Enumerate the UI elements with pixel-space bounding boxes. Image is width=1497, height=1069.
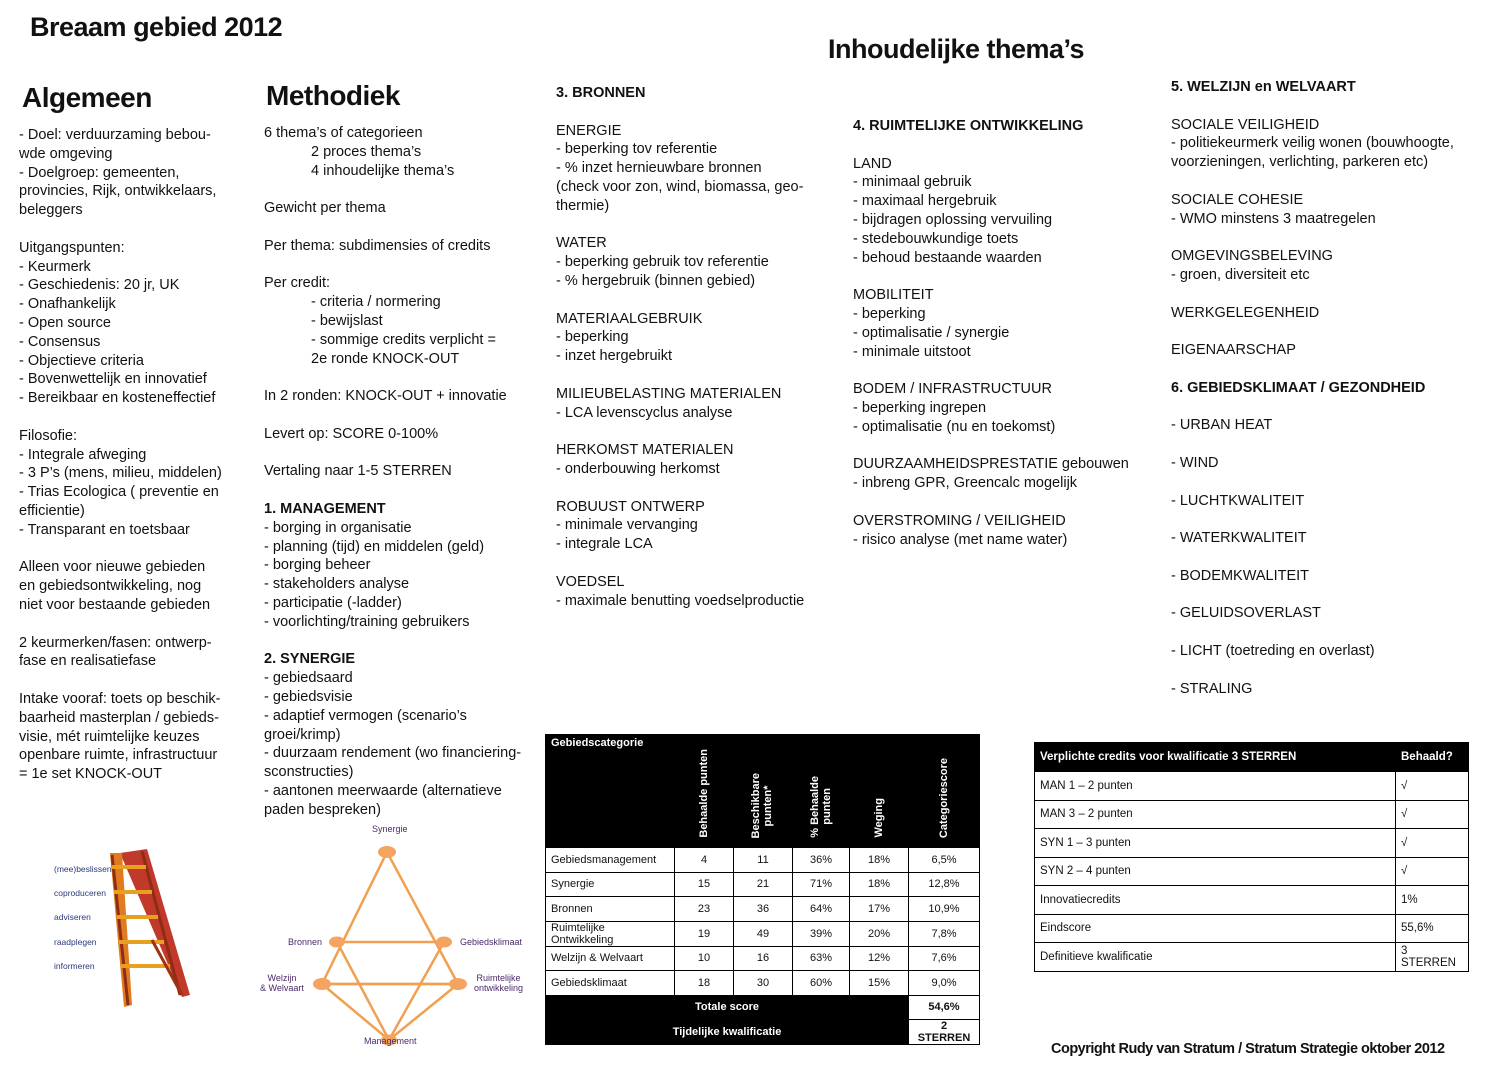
text-line: [853, 136, 1129, 155]
table-row: [546, 872, 980, 897]
category-cell: Gebiedsmanagement: [546, 848, 675, 873]
node-welzijn: [313, 978, 331, 990]
text-line: openbare ruimte, infrastructuur: [19, 747, 218, 764]
text-line: [556, 366, 804, 385]
summary-value: 2 STERREN: [909, 1020, 980, 1045]
value-cell: 18: [675, 971, 734, 996]
text-line: - minimale uitstoot: [853, 343, 971, 360]
text-line: [853, 437, 1129, 456]
inner-triangle-bottom: [322, 984, 458, 1040]
participation-ladder: [52, 845, 192, 1015]
text-line: - maximale benutting voedselproductie: [556, 592, 805, 609]
value-cell: 20%: [850, 921, 909, 946]
text-line: WERKGELEGENHEID: [1171, 304, 1320, 321]
category-cell: Synergie: [546, 872, 675, 897]
text-line: - WATERKWALITEIT: [1171, 530, 1307, 547]
text-line: Filosofie:: [19, 427, 78, 444]
credits-header-1: Behaald?: [1396, 743, 1469, 772]
value-cell: 16: [734, 946, 793, 971]
achieved-cell: √: [1396, 857, 1469, 886]
text-line: 6. GEBIEDSKLIMAAT / GEZONDHEID: [1171, 379, 1426, 396]
text-line: 3. BRONNEN: [556, 85, 646, 101]
text-line: - borging beheer: [264, 557, 371, 574]
text-line: Alleen voor nieuwe gebieden: [19, 559, 206, 576]
text-line: OMGEVINGSBELEVING: [1171, 248, 1333, 265]
text-line: [853, 267, 1129, 286]
text-line: [1171, 360, 1454, 379]
text-line: ROBUUST ONTWERP: [556, 498, 705, 515]
text-line: 2. SYNERGIE: [264, 651, 356, 668]
text-line: [556, 103, 804, 122]
table-row: [1035, 800, 1469, 829]
credit-cell: Eindscore: [1035, 914, 1396, 943]
text-line: [19, 671, 222, 690]
text-line: In 2 ronden: KNOCK-OUT + innovatie: [264, 388, 507, 405]
score-table: [545, 734, 980, 1045]
text-line: - sommige credits verplicht =: [311, 331, 496, 348]
value-cell: 6,5%: [909, 848, 980, 873]
text-line: - risico analyse (met name water): [853, 531, 1068, 548]
text-line: DUURZAAMHEIDSPRESTATIE gebouwen: [853, 456, 1129, 473]
bronnen-column: [556, 84, 804, 610]
text-line: HERKOMST MATERIALEN: [556, 442, 734, 459]
text-line: = 1e set KNOCK-OUT: [19, 766, 163, 783]
text-line: - Integrale afweging: [19, 446, 147, 463]
text-line: sconstructies): [264, 764, 354, 781]
text-line: Gewicht per thema: [264, 200, 386, 217]
text-line: - adaptief vermogen (scenario’s: [264, 707, 467, 724]
table-row: [546, 946, 980, 971]
value-cell: 15%: [850, 971, 909, 996]
text-line: Per thema: subdimensies of credits: [264, 237, 491, 254]
text-line: 4 inhoudelijke thema’s: [311, 162, 455, 179]
text-line: 2 proces thema’s: [311, 143, 422, 160]
text-line: groei/krimp): [264, 726, 341, 743]
text-line: - participatie (-ladder): [264, 594, 402, 611]
text-line: [556, 216, 804, 235]
value-cell: 39%: [793, 921, 850, 946]
text-line: thermie): [556, 197, 610, 214]
value-cell: 7,6%: [909, 946, 980, 971]
value-cell: 4: [675, 848, 734, 873]
text-line: - URBAN HEAT: [1171, 417, 1273, 434]
text-line: - LCA levenscyclus analyse: [556, 404, 733, 421]
page-title: Breaam gebied 2012: [30, 12, 283, 42]
text-line: - beperking: [853, 305, 926, 322]
credit-cell: SYN 1 – 3 punten: [1035, 829, 1396, 858]
ladder-label-4: informeren: [54, 961, 95, 971]
value-cell: 60%: [793, 971, 850, 996]
text-line: - 3 P’s (mens, milieu, middelen): [19, 465, 222, 482]
text-line: - Bereikbaar en kosteneffectief: [19, 390, 216, 407]
value-cell: 17%: [850, 897, 909, 922]
score-table-wrap: [545, 734, 980, 1045]
text-line: [556, 291, 804, 310]
text-line: Uitgangspunten:: [19, 239, 125, 256]
value-cell: 23: [675, 897, 734, 922]
text-line: [1171, 172, 1454, 191]
text-line: BODEM / INFRASTRUCTUUR: [853, 381, 1052, 398]
achieved-cell: √: [1396, 772, 1469, 801]
summary-label: Totale score: [546, 995, 909, 1020]
text-line: - borging in organisatie: [264, 519, 412, 536]
text-line: [264, 256, 521, 275]
methodiek-heading: Methodiek: [266, 80, 400, 111]
value-cell: 36%: [793, 848, 850, 873]
text-line: - onderbouwing herkomst: [556, 460, 720, 477]
credit-cell: MAN 1 – 2 punten: [1035, 772, 1396, 801]
text-line: - criteria / normering: [311, 294, 441, 311]
value-cell: 18%: [850, 848, 909, 873]
text-line: baarheid masterplan / gebieds-: [19, 709, 219, 726]
text-line: - Open source: [19, 314, 111, 331]
credit-cell: MAN 3 – 2 punten: [1035, 800, 1396, 829]
text-line: OVERSTROMING / VEILIGHEID: [853, 512, 1066, 529]
text-line: [556, 422, 804, 441]
text-line: VOEDSEL: [556, 573, 625, 590]
achieved-cell: √: [1396, 829, 1469, 858]
value-cell: 11: [734, 848, 793, 873]
text-line: - optimalisatie / synergie: [853, 324, 1010, 341]
credits-table: [1034, 742, 1469, 972]
triangle-label-bottom: Management: [364, 1036, 417, 1046]
text-line: WATER: [556, 235, 607, 252]
score-header-1: Behaalde punten: [675, 735, 734, 848]
text-line: fase en realisatiefase: [19, 653, 157, 670]
text-line: Vertaling naar 1-5 STERREN: [264, 463, 452, 480]
text-line: - beperking ingrepen: [853, 399, 987, 416]
text-line: efficientie): [19, 502, 85, 519]
text-line: SOCIALE COHESIE: [1171, 191, 1304, 208]
triangle-label-left: Bronnen: [288, 937, 323, 947]
triangle-diagram: [270, 818, 540, 1053]
text-line: voorzieningen, verlichting, parkeren etc): [1171, 154, 1429, 171]
credits-header-0: Verplichte credits voor kwalificatie 3 STERREN: [1035, 743, 1396, 772]
text-line: - minimale vervanging: [556, 517, 698, 534]
value-cell: 19: [675, 921, 734, 946]
text-line: 2e ronde KNOCK-OUT: [311, 350, 460, 367]
score-header-3: % Behaalde punten: [793, 735, 850, 848]
score-header-5: Categoriescore: [909, 735, 980, 848]
text-line: [1171, 586, 1454, 605]
methodiek-column: [264, 124, 521, 819]
text-line: [556, 479, 804, 498]
text-line: - stakeholders analyse: [264, 576, 410, 593]
achieved-cell: √: [1396, 800, 1469, 829]
text-line: [19, 615, 222, 634]
text-line: - WMO minstens 3 maatregelen: [1171, 210, 1376, 227]
text-line: - gebiedsaard: [264, 670, 353, 687]
text-line: [264, 180, 521, 199]
text-line: - GELUIDSOVERLAST: [1171, 605, 1321, 622]
value-cell: 71%: [793, 872, 850, 897]
inner-line-left: [337, 942, 389, 1040]
text-line: - beperking: [556, 329, 629, 346]
outer-triangle: [322, 852, 458, 984]
text-line: MATERIAALGEBRUIK: [556, 310, 703, 327]
text-line: Intake vooraf: toets op beschik-: [19, 690, 221, 707]
text-line: [19, 220, 222, 239]
text-line: - duurzaam rendement (wo financiering-: [264, 745, 522, 762]
value-cell: 10: [675, 946, 734, 971]
text-line: - inbreng GPR, Greencalc mogelijk: [853, 475, 1078, 492]
text-line: 6 thema’s of categorieen: [264, 125, 423, 141]
text-line: - maximaal hergebruik: [853, 193, 997, 210]
category-cell: Gebiedsklimaat: [546, 971, 675, 996]
triangle-label-top: Synergie: [372, 824, 408, 834]
text-line: wde omgeving: [19, 145, 113, 162]
text-line: - gebiedsvisie: [264, 688, 353, 705]
text-line: [1171, 510, 1454, 529]
text-line: visie, mét ruimtelijke keuzes: [19, 728, 200, 745]
text-line: niet voor bestaande gebieden: [19, 596, 211, 613]
category-cell: Bronnen: [546, 897, 675, 922]
table-row: [546, 971, 980, 996]
copyright: Copyright Rudy van Stratum / Stratum Strategie oktober 2012: [1051, 1041, 1445, 1057]
score-header-2: Beschikbare punten*: [734, 735, 793, 848]
value-cell: 7,8%: [909, 921, 980, 946]
text-line: - % inzet hernieuwbare bronnen: [556, 160, 762, 177]
table-row: [1035, 914, 1469, 943]
triangle-label-right: Gebiedsklimaat: [460, 937, 523, 947]
node-synergie: [378, 846, 396, 858]
table-row: [546, 921, 980, 946]
text-line: - Doel: verduurzaming bebou-: [19, 127, 211, 143]
text-line: [1171, 473, 1454, 492]
algemeen-column: [19, 126, 222, 784]
text-line: [19, 540, 222, 559]
text-line: - integrale LCA: [556, 536, 653, 553]
text-line: [264, 218, 521, 237]
ladder-label-3: raadplegen: [54, 937, 97, 947]
summary-row: [546, 1020, 980, 1045]
text-line: [1171, 623, 1454, 642]
credit-cell: SYN 2 – 4 punten: [1035, 857, 1396, 886]
value-cell: 12,8%: [909, 872, 980, 897]
table-row: [1035, 772, 1469, 801]
text-line: - bijdragen oplossing vervuiling: [853, 211, 1053, 228]
text-line: - minimaal gebruik: [853, 174, 972, 191]
text-line: [1171, 398, 1454, 417]
achieved-cell: 55,6%: [1396, 914, 1469, 943]
value-cell: 15: [675, 872, 734, 897]
text-line: - Geschiedenis: 20 jr, UK: [19, 277, 180, 294]
ruimtelijk-column: [853, 117, 1129, 549]
text-line: - Doelgroep: gemeenten,: [19, 164, 180, 181]
text-line: - beperking gebruik tov referentie: [556, 254, 769, 271]
text-line: 2 keurmerken/fasen: ontwerp-: [19, 634, 212, 651]
text-line: SOCIALE VEILIGHEID: [1171, 116, 1320, 133]
text-line: 5. WELZIJN en WELVAART: [1171, 79, 1356, 95]
text-line: [19, 408, 222, 427]
ladder-label-2: adviseren: [54, 912, 91, 922]
value-cell: 30: [734, 971, 793, 996]
text-line: 4. RUIMTELIJKE ONTWIKKELING: [853, 118, 1084, 134]
text-line: paden bespreken): [264, 801, 381, 818]
themes-title: Inhoudelijke thema’s: [828, 34, 1085, 64]
text-line: - BODEMKWALITEIT: [1171, 567, 1310, 584]
text-line: - Keurmerk: [19, 258, 91, 275]
text-line: [556, 554, 804, 573]
text-line: - optimalisatie (nu en toekomst): [853, 418, 1056, 435]
table-row: [1035, 886, 1469, 915]
summary-row: [546, 995, 980, 1020]
category-cell: Welzijn & Welvaart: [546, 946, 675, 971]
welzijn-column: [1171, 78, 1454, 698]
summary-value: 54,6%: [909, 995, 980, 1020]
value-cell: 10,9%: [909, 897, 980, 922]
text-line: - Bovenwettelijk en innovatief: [19, 371, 207, 388]
text-line: - planning (tijd) en middelen (geld): [264, 538, 485, 555]
text-line: - % hergebruik (binnen gebied): [556, 272, 756, 289]
table-row: [546, 848, 980, 873]
text-line: Levert op: SCORE 0-100%: [264, 425, 439, 442]
text-line: EIGENAARSCHAP: [1171, 342, 1296, 359]
table-row: [1035, 857, 1469, 886]
text-line: - Objectieve criteria: [19, 352, 144, 369]
inner-line-right: [389, 942, 444, 1040]
table-row: [1035, 829, 1469, 858]
text-line: - LICHT (toetreding en overlast): [1171, 642, 1375, 659]
achieved-cell: 1%: [1396, 886, 1469, 915]
text-line: - Transparant en toetsbaar: [19, 521, 190, 538]
node-gebiedsklimaat: [436, 937, 452, 948]
text-line: - Consensus: [19, 333, 101, 350]
text-line: - behoud bestaande waarden: [853, 249, 1042, 266]
value-cell: 12%: [850, 946, 909, 971]
text-line: [1171, 548, 1454, 567]
value-cell: 63%: [793, 946, 850, 971]
text-line: - LUCHTKWALITEIT: [1171, 492, 1305, 509]
text-line: Per credit:: [264, 275, 331, 292]
triangle-label-bottom-right: Ruimtelijke ontwikkeling: [474, 973, 524, 993]
algemeen-heading: Algemeen: [22, 82, 152, 113]
ladder-label-1: coproduceren: [54, 888, 106, 898]
credit-cell: Definitieve kwalificatie: [1035, 943, 1396, 972]
node-bronnen: [329, 937, 345, 948]
text-line: 1. MANAGEMENT: [264, 500, 386, 517]
credit-cell: Innovatiecredits: [1035, 886, 1396, 915]
text-line: (check voor zon, wind, biomassa, geo-: [556, 178, 804, 195]
category-cell: Ruimtelijke Ontwikkeling: [546, 921, 675, 946]
triangle-label-bottom-left: Welzijn & Welvaart: [260, 973, 304, 993]
table-row: [546, 897, 980, 922]
text-line: - STRALING: [1171, 680, 1253, 697]
text-line: [853, 493, 1129, 512]
node-ruimtelijk: [449, 978, 467, 990]
text-line: - WIND: [1171, 454, 1219, 471]
text-line: MOBILITEIT: [853, 287, 934, 304]
text-line: - inzet hergebruikt: [556, 348, 673, 365]
text-line: [853, 361, 1129, 380]
text-line: - beperking tov referentie: [556, 141, 718, 158]
table-row: [1035, 943, 1469, 972]
value-cell: 64%: [793, 897, 850, 922]
text-line: [1171, 322, 1454, 341]
text-line: - politiekeurmerk veilig wonen (bouwhoogte,: [1171, 135, 1454, 152]
text-line: ENERGIE: [556, 122, 622, 139]
text-line: LAND: [853, 155, 892, 172]
value-cell: 49: [734, 921, 793, 946]
text-line: [1171, 285, 1454, 304]
value-cell: 9,0%: [909, 971, 980, 996]
text-line: provincies, Rijk, ontwikkelaars,: [19, 183, 217, 200]
credits-table-wrap: [1034, 742, 1469, 972]
summary-label: Tijdelijke kwalificatie: [546, 1020, 909, 1045]
text-line: [264, 632, 521, 651]
text-line: - aantonen meerwaarde (alternatieve: [264, 782, 502, 799]
text-line: - Trias Ecologica ( preventie en: [19, 484, 219, 501]
text-line: - Onafhankelijk: [19, 296, 116, 313]
value-cell: 21: [734, 872, 793, 897]
text-line: - groen, diversiteit etc: [1171, 266, 1310, 283]
text-line: MILIEUBELASTING MATERIALEN: [556, 385, 782, 402]
text-line: [264, 406, 521, 425]
text-line: [1171, 97, 1454, 116]
text-line: beleggers: [19, 202, 83, 219]
text-line: en gebiedsontwikkeling, nog: [19, 578, 202, 595]
text-line: [1171, 435, 1454, 454]
value-cell: 18%: [850, 872, 909, 897]
text-line: [264, 368, 521, 387]
text-line: [264, 444, 521, 463]
score-header-4: Weging: [850, 735, 909, 848]
synergy-diagram: [260, 818, 540, 1053]
value-cell: 36: [734, 897, 793, 922]
achieved-cell: 3 STERREN: [1396, 943, 1469, 972]
ladder-label-0: (mee)beslissen: [54, 864, 112, 874]
text-line: [1171, 228, 1454, 247]
score-header-cat: Gebiedscategorie: [546, 735, 675, 848]
text-line: - stedebouwkundige toets: [853, 230, 1019, 247]
text-line: [1171, 661, 1454, 680]
text-line: - voorlichting/training gebruikers: [264, 613, 470, 630]
text-line: - bewijslast: [311, 312, 383, 329]
text-line: [264, 481, 521, 500]
